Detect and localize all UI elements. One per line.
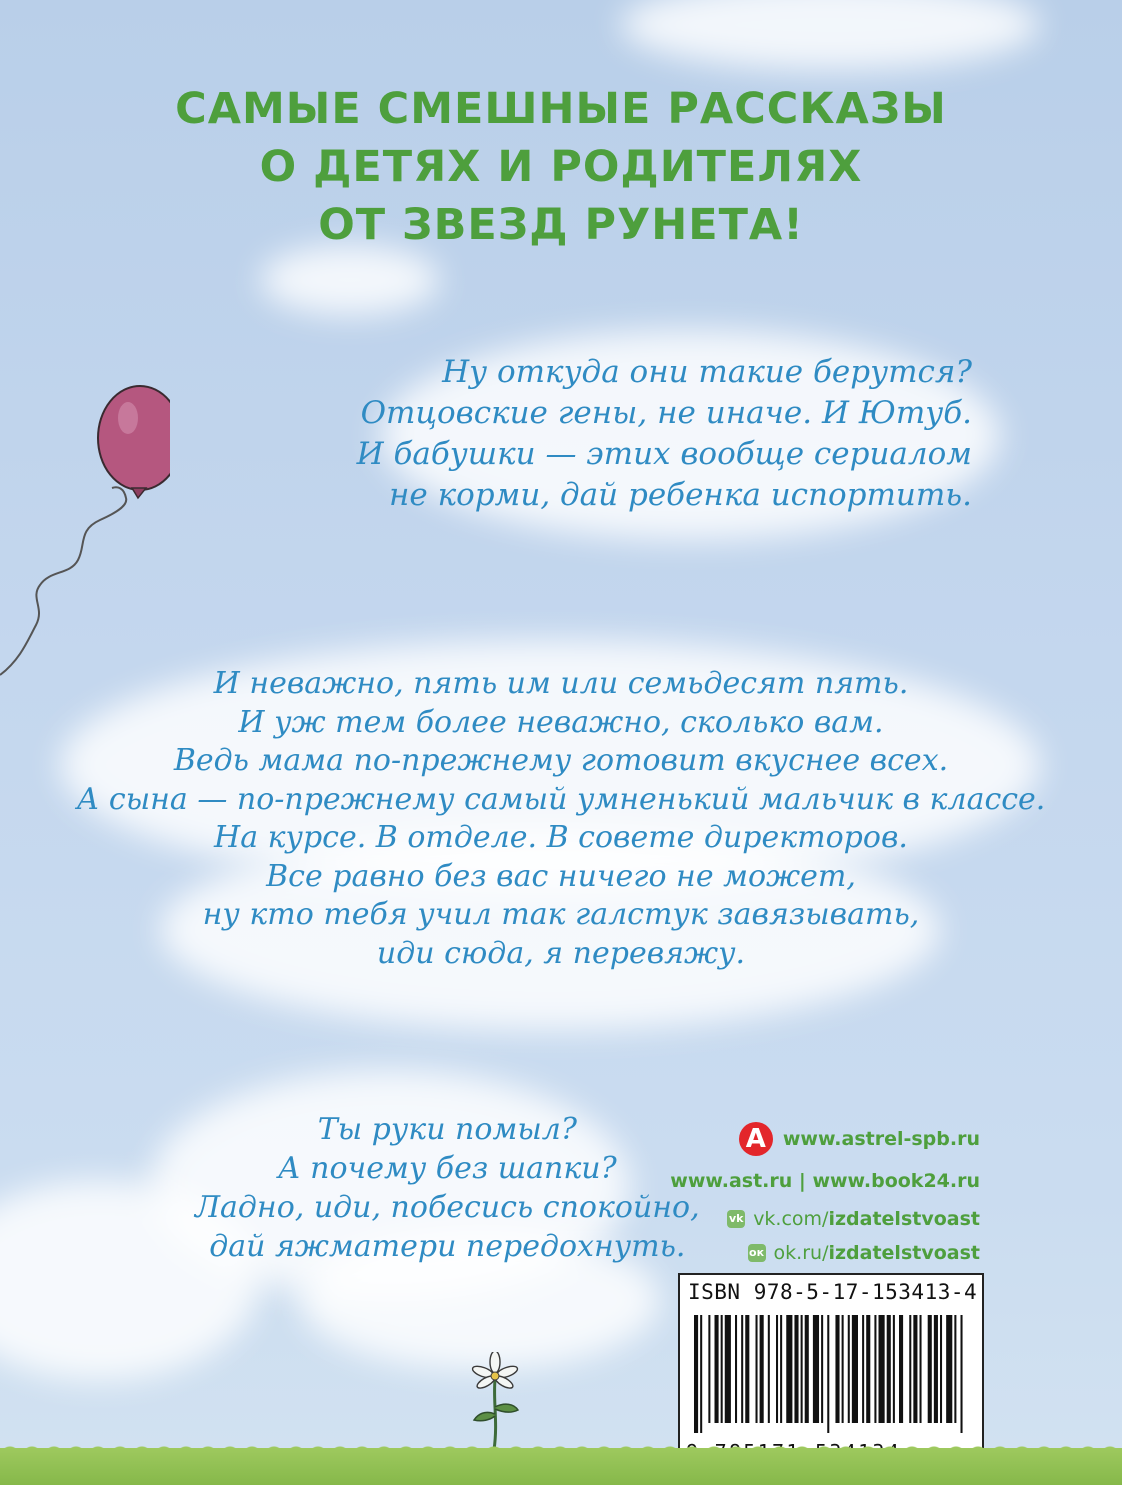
- headline-line: О ДЕТЯХ И РОДИТЕЛЯХ: [259, 142, 863, 192]
- publisher-site-row[interactable]: [670, 1122, 980, 1156]
- odnoklassniki-icon: ок: [748, 1244, 766, 1262]
- publisher-sites-links[interactable]: www.ast.ru | www.book24.ru: [670, 1170, 980, 1192]
- intro-paragraph: [357, 352, 972, 516]
- text-line: А почему без шапки?: [277, 1151, 617, 1186]
- barcode-bar: [940, 1315, 942, 1423]
- barcode-bar: [715, 1315, 719, 1423]
- barcode-bar: [741, 1315, 743, 1423]
- barcode-bar: [920, 1315, 922, 1423]
- barcode-bar: [768, 1315, 770, 1423]
- headline: [0, 80, 1122, 254]
- barcode-bar: [721, 1315, 723, 1423]
- ok-row[interactable]: [670, 1236, 980, 1270]
- barcode-bar: [874, 1315, 876, 1423]
- headline-line: САМЫЕ СМЕШНЫЕ РАССКАЗЫ: [175, 84, 947, 134]
- text-line: ну кто тебя учил так галстук завязывать,: [202, 897, 920, 932]
- barcode-bar: [700, 1315, 702, 1433]
- barcode-bar: [694, 1315, 698, 1433]
- barcode-bar: [776, 1315, 778, 1423]
- vk-row[interactable]: [670, 1202, 980, 1236]
- barcode-bar: [745, 1315, 749, 1423]
- cloud: [620, 0, 1040, 70]
- text-line: Ведь мама по-прежнему готовит вкуснее всех.: [173, 743, 949, 778]
- headline-line: ОТ ЗВЕЗД РУНЕТА!: [318, 200, 804, 250]
- text-line: дай яжматери передохнуть.: [209, 1229, 686, 1264]
- barcode-bar: [801, 1315, 803, 1423]
- barcode-bar: [827, 1315, 829, 1433]
- barcode-bar: [862, 1315, 864, 1423]
- barcode-bar: [961, 1315, 963, 1433]
- text-line: Ну откуда они такие берутся?: [442, 354, 972, 390]
- barcode-bar: [928, 1315, 932, 1423]
- ok-prefix: ok.ru/: [773, 1242, 829, 1264]
- barcode-bar: [913, 1315, 917, 1423]
- text-line: И бабушки — этих вообще сериалом: [356, 436, 972, 472]
- vk-icon: vk: [727, 1210, 745, 1228]
- text-line: Ладно, иди, побесись спокойно,: [195, 1190, 700, 1225]
- barcode-bar: [821, 1315, 823, 1423]
- barcode-bar: [756, 1315, 758, 1423]
- main-paragraph: [0, 665, 1122, 973]
- barcode-bar: [946, 1315, 952, 1423]
- vk-prefix: vk.com/: [753, 1208, 829, 1230]
- barcode-bar: [794, 1315, 798, 1423]
- publisher-sites-row: [670, 1164, 980, 1198]
- text-line: Отцовские гены, не иначе. И Ютуб.: [360, 395, 972, 431]
- isbn-barcode-block: [678, 1273, 984, 1468]
- balloon-illustration: [0, 370, 170, 690]
- barcode-bar: [708, 1315, 710, 1423]
- barcode-bar: [934, 1315, 938, 1423]
- text-line: А сына — по-прежнему самый умненький мальчик в классе.: [76, 781, 1046, 817]
- barcode-bar: [780, 1315, 782, 1423]
- barcode-bar: [887, 1315, 891, 1423]
- text-line: не корми, дай ребенка испортить.: [389, 477, 972, 513]
- barcode-bar: [954, 1315, 956, 1423]
- barcode-bar: [835, 1315, 839, 1423]
- barcode-bar: [725, 1315, 731, 1423]
- barcode-bar: [760, 1315, 764, 1423]
- isbn-label: ISBN 978-5-17-153413-4: [688, 1280, 978, 1304]
- ok-handle[interactable]: izdatelstvoast: [828, 1242, 980, 1264]
- barcode-bar: [805, 1315, 809, 1423]
- closing-paragraph: [195, 1110, 700, 1266]
- barcode-bar: [852, 1315, 858, 1423]
- publisher-links: [670, 1122, 980, 1270]
- barcode-bar: [909, 1315, 911, 1423]
- grass: [0, 1448, 1122, 1485]
- barcode-bar: [893, 1315, 895, 1423]
- text-line: И уж тем более неважно, сколько вам.: [238, 704, 884, 740]
- barcode-bar: [786, 1315, 792, 1423]
- cloud: [260, 245, 440, 315]
- barcode-bar: [842, 1315, 844, 1423]
- text-line: Все равно без вас ничего не может,: [266, 858, 856, 894]
- barcode-bar: [848, 1315, 850, 1423]
- text-line: И неважно, пять им или семьдесят пять.: [213, 666, 909, 701]
- text-line: иди сюда, я перевяжу.: [376, 935, 746, 971]
- barcode-bar: [866, 1315, 870, 1423]
- flower-illustration: [460, 1352, 530, 1452]
- barcode-bar: [735, 1315, 737, 1423]
- barcode-bar: [899, 1315, 903, 1423]
- ast-logo-icon: А: [739, 1122, 773, 1156]
- barcode-bar: [879, 1315, 885, 1423]
- publisher-site-link[interactable]: www.astrel-spb.ru: [782, 1128, 980, 1150]
- text-line: Ты руки помыл?: [317, 1112, 577, 1147]
- barcode-bar: [813, 1315, 819, 1423]
- text-line: На курсе. В отделе. В совете директоров.: [214, 820, 908, 855]
- barcode: [694, 1315, 972, 1433]
- vk-handle[interactable]: izdatelstvoast: [828, 1208, 980, 1230]
